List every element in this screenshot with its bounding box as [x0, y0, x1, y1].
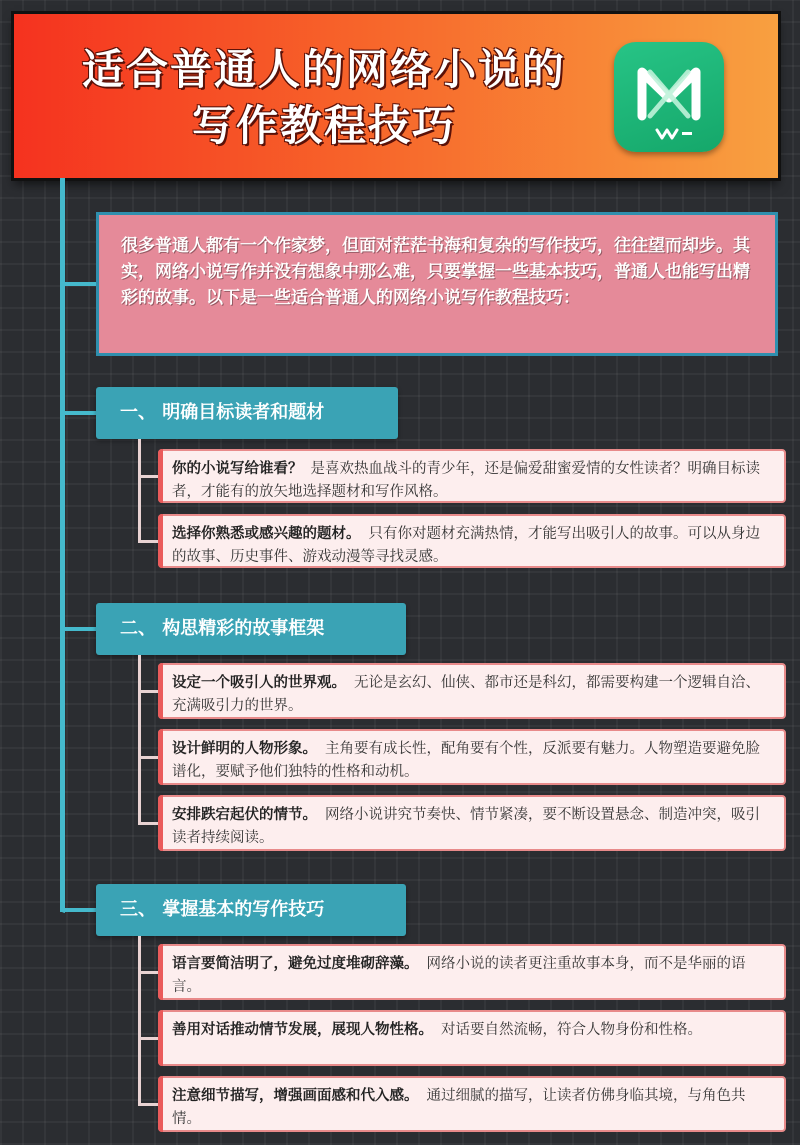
section-1-item-2-connector	[138, 540, 160, 543]
section-3-item-2-connector	[138, 1037, 160, 1040]
title-banner	[14, 14, 778, 178]
section-1-item-2-card	[158, 514, 786, 568]
section-1-branch	[138, 439, 141, 541]
item-body: 对话要自然流畅，符合人物身份和性格。	[441, 1022, 702, 1038]
section-2-item-3-connector	[138, 822, 160, 825]
section-2-item-3-card	[158, 795, 786, 851]
item-lead: 设定一个吸引人的世界观。	[172, 675, 346, 691]
item-lead: 注意细节描写，增强画面感和代入感。	[172, 1088, 419, 1104]
item-body: 是喜欢热血战斗的青少年，还是偏爱甜蜜爱情的女性读者？明确目标读者，才能有的放矢地选择题材和写作风格。	[172, 461, 760, 500]
item-body: 网络小说的读者更注重故事本身，而不是华丽的语言。	[172, 956, 746, 995]
section-2-branch	[138, 655, 141, 823]
section-3-heading: 三、 掌握基本的写作技巧	[96, 884, 406, 936]
section-1-item-1-card	[158, 449, 786, 503]
item-lead: 选择你熟悉或感兴趣的题材。	[172, 526, 361, 542]
item-body: 网络小说讲究节奏快、情节紧凑，要不断设置悬念、制造冲突，吸引读者持续阅读。	[172, 807, 760, 846]
section-3-item-3-card	[158, 1076, 786, 1132]
section-2-item-2-card	[158, 729, 786, 785]
section-1-heading: 一、 明确目标读者和题材	[96, 387, 398, 439]
section-2-item-2-connector	[138, 756, 160, 759]
section-2-heading: 二、 构思精彩的故事框架	[96, 603, 406, 655]
item-lead: 设计鲜明的人物形象。	[172, 741, 317, 757]
section-3-branch	[138, 936, 141, 1104]
section-3-connector	[60, 908, 98, 912]
section-1-connector	[60, 411, 98, 415]
item-lead: 语言要简洁明了，避免过度堆砌辞藻。	[172, 956, 419, 972]
item-body: 主角要有成长性，配角要有个性，反派要有魅力。人物塑造要避免脸谱化，要赋予他们独特的性格和动机。	[172, 741, 760, 780]
mindmaster-logo-icon	[614, 42, 724, 152]
section-3-item-2-card	[158, 1010, 786, 1066]
page-title-line-1: 适合普通人的网络小说的	[81, 45, 566, 94]
intro-connector	[60, 282, 98, 286]
section-3-item-1-connector	[138, 971, 160, 974]
section-2-item-1-card	[158, 663, 786, 719]
section-2-item-1-connector	[138, 690, 160, 693]
page-title-line-2: 写作教程技巧	[191, 101, 456, 150]
section-1-item-1-connector	[138, 475, 160, 478]
item-lead: 安排跌宕起伏的情节。	[172, 807, 317, 823]
item-lead: 善用对话推动情节发展，展现人物性格。	[172, 1022, 433, 1038]
mindmap-trunk-connector	[60, 178, 65, 913]
page-title	[54, 42, 594, 154]
item-lead: 你的小说写给谁看？	[172, 461, 303, 477]
section-3-item-3-connector	[138, 1103, 160, 1106]
item-body: 只有你对题材充满热情，才能写出吸引人的故事。可以从身边的故事、历史事件、游戏动漫等寻找灵感。	[172, 526, 760, 565]
intro-paragraph: 很多普通人都有一个作家梦，但面对茫茫书海和复杂的写作技巧，往往望而却步。其实，网络小说写作并没有想象中那么难，只要掌握一些基本技巧，普通人也能写出精彩的故事。以下是一些适合普通人的网络小说写作教程技巧：	[96, 212, 778, 356]
section-3-item-1-card	[158, 944, 786, 1000]
item-body: 无论是玄幻、仙侠、都市还是科幻，都需要构建一个逻辑自洽、充满吸引力的世界。	[172, 675, 760, 714]
item-body: 通过细腻的描写，让读者仿佛身临其境，与角色共情。	[172, 1088, 746, 1127]
section-2-connector	[60, 627, 98, 631]
